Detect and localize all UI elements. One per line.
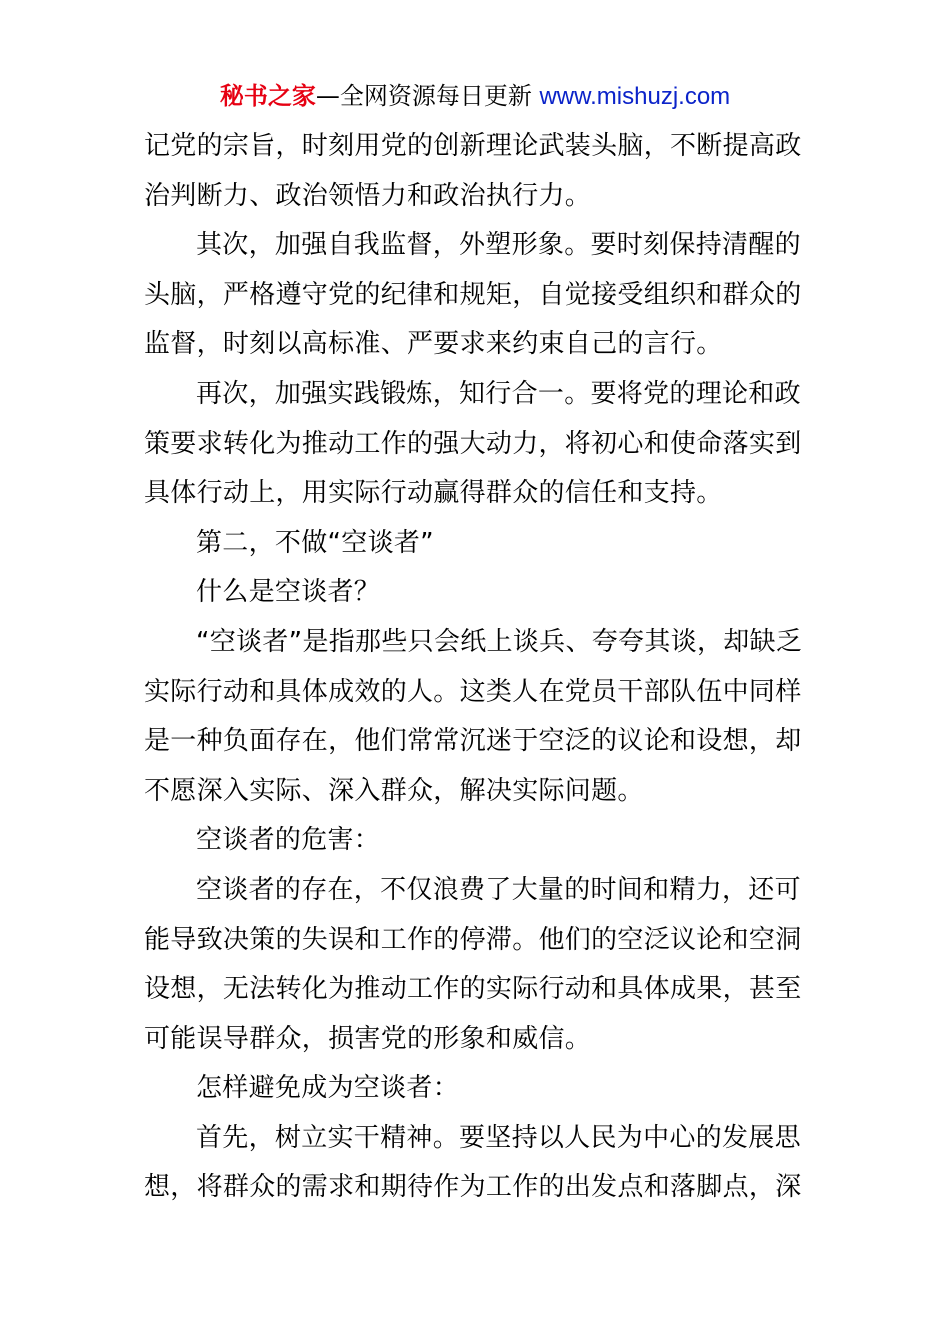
text-line: 是一种负面存在，他们常常沉迷于空泛的议论和设想，却 <box>144 726 802 757</box>
site-tagline: —全网资源每日更新 <box>315 82 540 110</box>
text-line: 不愿深入实际、深入群众，解决实际问题。 <box>144 775 644 806</box>
text-line: 设想，无法转化为推动工作的实际行动和具体成果，甚至 <box>144 974 802 1005</box>
document-body <box>144 122 808 1213</box>
subheading: 什么是空谈者？ <box>196 577 381 608</box>
text-line: 能导致决策的失误和工作的停滞。他们的空泛议论和空洞 <box>144 924 802 955</box>
text-line: 首先，树立实干精神。要坚持以人民为中心的发展思 <box>196 1122 801 1153</box>
text-line: 监督，时刻以高标准、严要求来约束自己的言行。 <box>144 329 723 360</box>
text-line: “空谈者”是指那些只会纸上谈兵、夸夸其谈，却缺乏 <box>196 626 803 657</box>
text-line: 实际行动和具体成效的人。这类人在党员干部队伍中同样 <box>144 676 802 707</box>
text-line: 头脑，严格遵守党的纪律和规矩，自觉接受组织和群众的 <box>144 279 802 310</box>
site-header <box>0 78 950 115</box>
subheading: 怎样避免成为空谈者： <box>196 1073 460 1104</box>
text-line: 记党的宗旨，时刻用党的创新理论武装头脑，不断提高政 <box>144 131 802 161</box>
text-line: 想，将群众的需求和期待作为工作的出发点和落脚点，深 <box>144 1172 802 1203</box>
text-line: 策要求转化为推动工作的强大动力，将初心和使命落实到 <box>144 428 802 459</box>
subheading: 空谈者的危害： <box>196 825 381 856</box>
text-line: 具体行动上，用实际行动赢得群众的信任和支持。 <box>144 478 723 509</box>
text-line: 治判断力、政治领悟力和政治执行力。 <box>144 180 592 211</box>
text-line: 空谈者的存在，不仅浪费了大量的时间和精力，还可 <box>196 874 801 905</box>
text-line: 再次，加强实践锻炼，知行合一。要将党的理论和政 <box>196 378 801 409</box>
site-brand: 秘书之家 <box>219 82 316 110</box>
text-line: 可能误导群众，损害党的形象和威信。 <box>144 1023 592 1054</box>
text-line: 其次，加强自我监督，外塑形象。要时刻保持清醒的 <box>196 230 801 261</box>
section-heading: 第二，不做“空谈者” <box>196 527 434 558</box>
site-url-link[interactable]: www.mishuzj.com <box>539 83 731 110</box>
